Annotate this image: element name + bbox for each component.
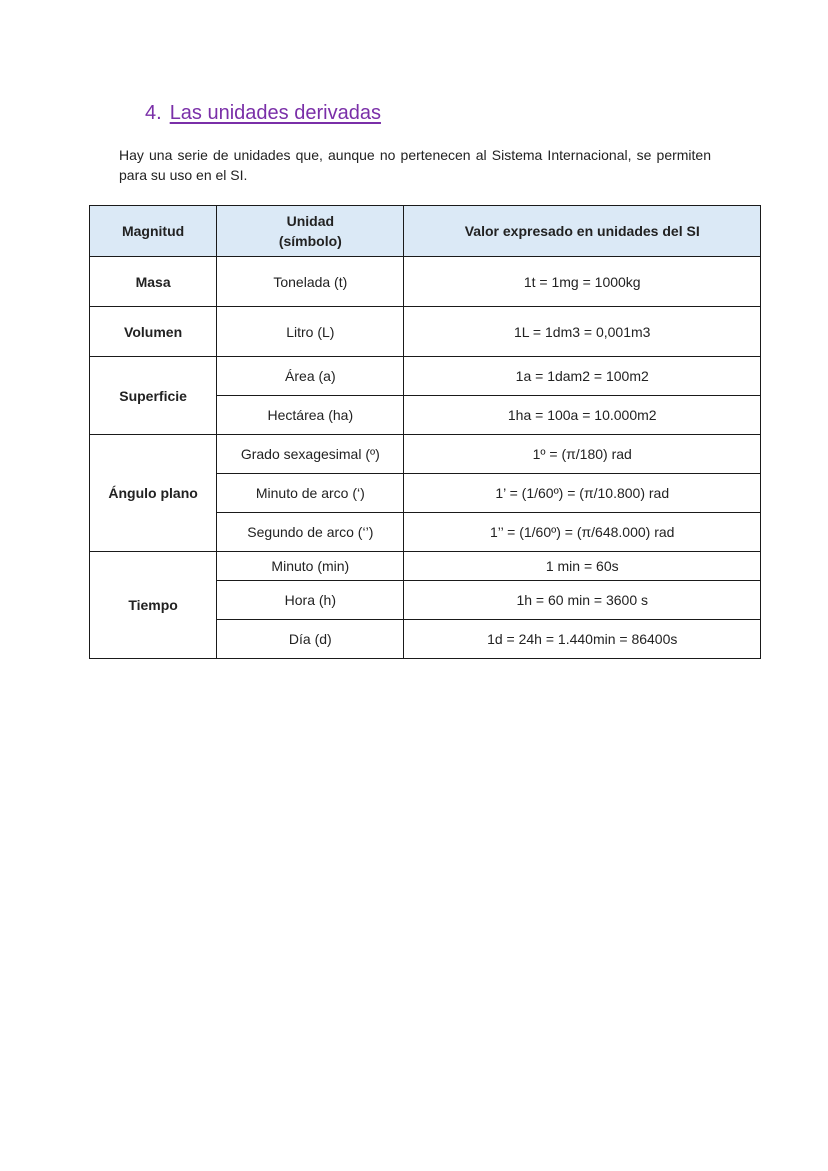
valor-cell: 1L = 1dm3 = 0,001m3 bbox=[404, 307, 761, 357]
valor-cell: 1 min = 60s bbox=[404, 552, 761, 581]
intro-paragraph: Hay una serie de unidades que, aunque no pertenecen al Sistema Internacional, se permiten para su uso en el SI. bbox=[119, 147, 711, 183]
unidad-cell: Día (d) bbox=[217, 620, 404, 659]
section-title: Las unidades derivadas bbox=[169, 102, 381, 124]
valor-cell: 1’ = (1/60º) = (π/10.800) rad bbox=[404, 474, 761, 513]
unidad-cell: Área (a) bbox=[217, 357, 404, 396]
header-magnitud: Magnitud bbox=[90, 206, 217, 257]
section-heading bbox=[145, 100, 381, 126]
unidad-cell: Grado sexagesimal (º) bbox=[217, 435, 404, 474]
unidad-cell: Segundo de arco (‘’) bbox=[217, 513, 404, 552]
table-header-row bbox=[90, 206, 761, 257]
valor-cell: 1t = 1mg = 1000kg bbox=[404, 257, 761, 307]
section-number: 4. bbox=[145, 102, 162, 124]
magnitud-cell-tiempo: Tiempo bbox=[90, 552, 217, 659]
unidad-cell: Litro (L) bbox=[217, 307, 404, 357]
header-valor: Valor expresado en unidades del SI bbox=[404, 206, 761, 257]
table-row bbox=[90, 307, 761, 357]
table-row bbox=[90, 552, 761, 581]
valor-cell: 1h = 60 min = 3600 s bbox=[404, 581, 761, 620]
valor-cell: 1ha = 100a = 10.000m2 bbox=[404, 396, 761, 435]
units-table bbox=[89, 205, 761, 659]
valor-cell: 1º = (π/180) rad bbox=[404, 435, 761, 474]
unidad-cell: Minuto de arco (‘) bbox=[217, 474, 404, 513]
magnitud-cell-superficie: Superficie bbox=[90, 357, 217, 435]
header-unidad-line1: Unidad bbox=[286, 213, 335, 229]
header-unidad-line2: (símbolo) bbox=[278, 233, 342, 249]
header-unidad bbox=[217, 206, 404, 257]
valor-cell: 1a = 1dam2 = 100m2 bbox=[404, 357, 761, 396]
unidad-cell: Minuto (min) bbox=[217, 552, 404, 581]
magnitud-cell-angulo-plano: Ángulo plano bbox=[90, 435, 217, 552]
table-row bbox=[90, 357, 761, 396]
table-row bbox=[90, 257, 761, 307]
valor-cell: 1’’ = (1/60º) = (π/648.000) rad bbox=[404, 513, 761, 552]
unidad-cell: Hectárea (ha) bbox=[217, 396, 404, 435]
table-row bbox=[90, 435, 761, 474]
valor-cell: 1d = 24h = 1.440min = 86400s bbox=[404, 620, 761, 659]
unidad-cell: Hora (h) bbox=[217, 581, 404, 620]
magnitud-cell-volumen: Volumen bbox=[90, 307, 217, 357]
magnitud-cell-masa: Masa bbox=[90, 257, 217, 307]
unidad-cell: Tonelada (t) bbox=[217, 257, 404, 307]
